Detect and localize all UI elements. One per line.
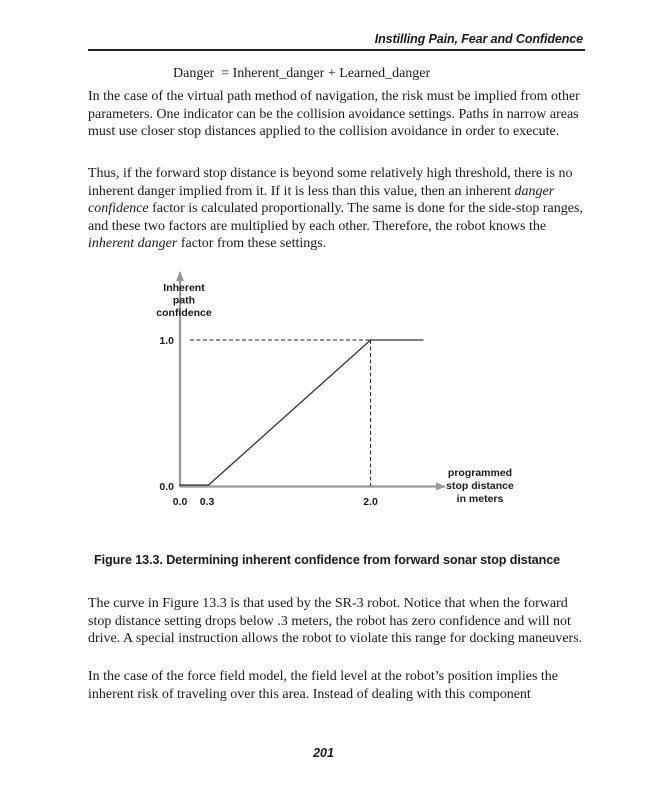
x-axis-label-line-2: in meters xyxy=(456,493,504,505)
y-tick-label-0: 0.0 xyxy=(159,481,174,493)
x-axis-label-line-0: programmed xyxy=(447,467,513,479)
paragraph-sr3-curve: The curve in Figure 13.3 is that used by the SR-3 robot. Notice that when the forward stop distance setting drops below .3 meters, the robot has zero confidence and will not drive. A special instruction allows the robot to violate this range for docking maneuvers. xyxy=(88,596,583,646)
p2-emphasis-danger-confidence: danger confidence xyxy=(88,183,555,216)
header-title: Instilling Pain, Fear and Confidence xyxy=(374,32,583,46)
x-tick-label-0: 0.0 xyxy=(172,496,188,508)
p2-emphasis-inherent-danger: inherent danger xyxy=(88,236,178,251)
y-axis-label-line-1: path xyxy=(172,294,196,307)
figure-caption: Figure 13.3. Determining inherent confidence from forward sonar stop distance xyxy=(94,553,561,567)
p2-text-1: Thus, if the forward stop distance is beyond some relatively high threshold, there is no inherent danger implied from it. If it is less than this value, then an inherent xyxy=(88,166,573,199)
data-point-0-0 xyxy=(179,484,180,485)
x-tick-label-2: 2.0 xyxy=(363,496,378,508)
paragraph-virtual-path: In the case of the virtual path method of navigation, the risk must be implied from other parameters. One indicator can be the collision avoidance settings. Paths in narrow areas must use closer stop distances applied to the collision avoidance in order to execute. xyxy=(88,89,580,139)
data-point-0-1 xyxy=(208,484,209,485)
p2-text-2: factor is calculated proportionally. The same is done for the side-stop ranges, and these two factors are multiplied by each other. Therefore, the robot knows the xyxy=(88,201,583,234)
x-tick-label-1: 0.3 xyxy=(199,496,215,508)
y-axis-label-line-0: Inherent xyxy=(163,282,205,294)
data-point-0-2 xyxy=(370,339,371,340)
y-tick-label-1: 1.0 xyxy=(159,335,174,347)
danger-formula: Danger = Inherent_danger + Learned_danger xyxy=(173,66,431,81)
y-axis-label-line-2: confidence xyxy=(156,307,212,319)
series-line-0 xyxy=(180,340,423,485)
x-axis-label-line-1: stop distance xyxy=(446,480,514,492)
data-point-0-3 xyxy=(422,339,423,340)
p2-text-3: factor from these settings. xyxy=(177,236,327,251)
page-number: 201 xyxy=(313,746,334,760)
paragraph-force-field: In the case of the force field model, the field level at the robot’s position implies the inherent risk of traveling over this area. Instead of dealing with this component xyxy=(88,669,559,702)
